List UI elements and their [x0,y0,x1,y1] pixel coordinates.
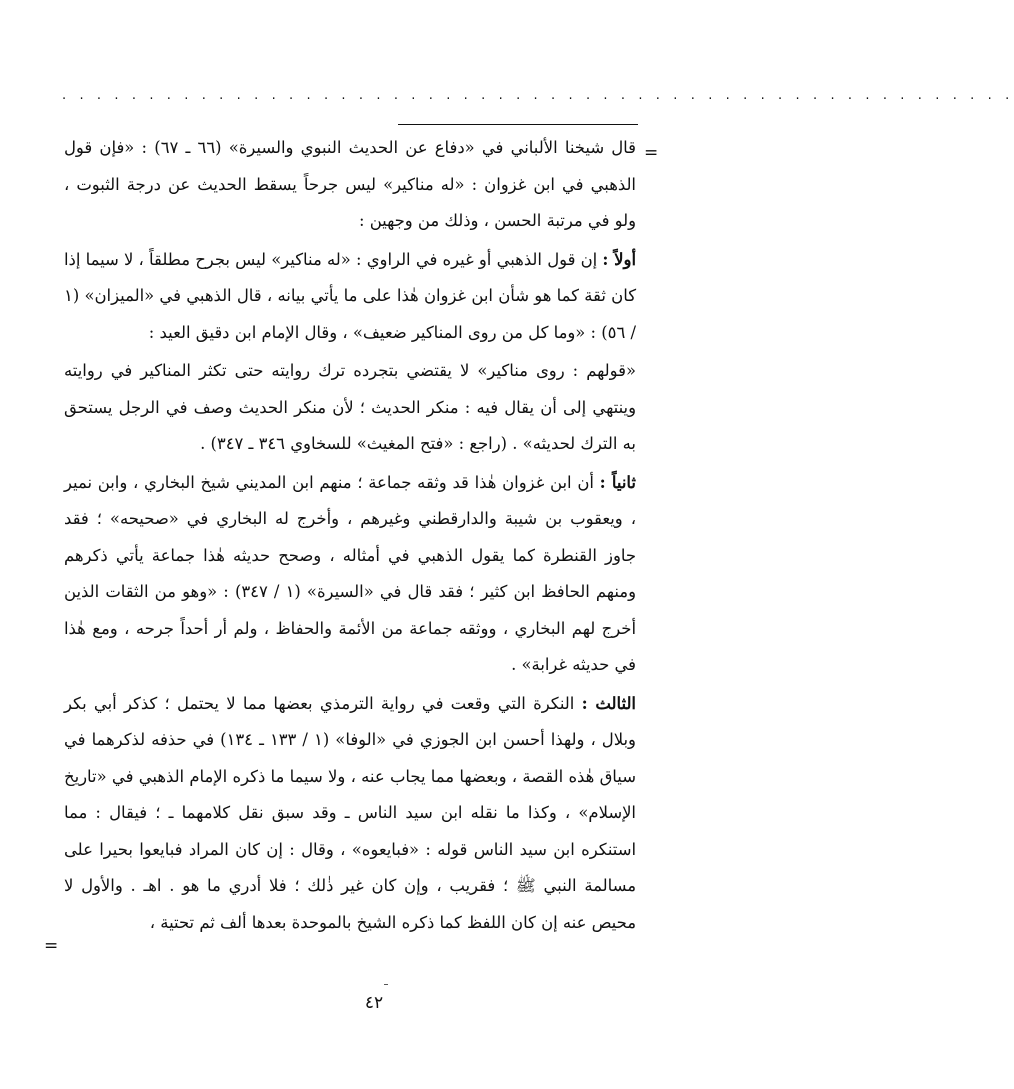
paragraph-intro [64,130,636,240]
paragraph-text: أن ابن غزوان هٰذا قد وثقه جماعة ؛ منهم ابن المديني شيخ البخاري ، وابن نمير ، ويعقوب بن شيبة والدارقطني وغيرهم ، وأخرج له البخاري في «صحيحه» ؛ فقد جاوز القنطرة كما يقول الذهبي في أمثاله ، وصحح حديثه هٰذا جماعة يأتي ذكرهم ومنهم الحافظ ابن كثير ؛ فقد قال في «السيرة» (١ / ٣٤٧) : «وهو من الثقات الذين أخرج لهم البخاري ، ووثقه جماعة من الأئمة والحفاظ ، ولم أر أحداً جرحه ، ومع هٰذا في حديثه غرابة» . [64,472,636,674]
page-number: ٤٢ [364,993,384,1013]
footnote-body [64,130,636,941]
paragraph-text: «قولهم : روى مناكير» لا يقتضي بتجرده ترك روايته حتى تكثر المناكير في روايته وينتهي إلى أن يقال فيه : منكر الحديث ؛ لأن منكر الحديث وصف في الرجل يستحق به الترك لحديثه» . (راجع : «فتح المغيث» للسخاوي ٣٤٦ ـ ٣٤٧) . [64,361,636,453]
continuation-mark-bottom: = [44,936,59,956]
paragraph-quote [64,353,636,463]
paragraph-text: النكرة التي وقعت في رواية الترمذي بعضها مما لا يحتمل ؛ كذكر أبي بكر وبلال ، ولهذا أحسن ابن الجوزي في «الوفا» (١ / ١٣٣ ـ ١٣٤) في حذفه لذكرهما في سياق هٰذه القصة ، وبعضها مما يجاب عنه ، ولا سيما ما ذكره الإمام الذهبي في «تاريخ الإسلام» ، وكذا ما نقله ابن سيد الناس ـ وقد سبق نقل كلامهما ـ ؛ فيقال : مما استنكره ابن سيد الناس قوله : «فبايعوه» ، وقال : إن كان المراد فبايعوا بحيرا على مسالمة النبي ﷺ ؛ فقريب ، وإن كان غير ذٰلك ؛ فلا أدري ما هو . اهـ . والأول لا محيص عنه إن كان اللفظ كما ذكره الشيخ بالموحدة بعدها ألف ثم تحتية ، [64,693,636,932]
paragraph-text: قال شيخنا الألباني في «دفاع عن الحديث النبوي والسيرة» (٦٦ ـ ٦٧) : «فإن قول الذهبي في ابن غزوان : «له مناكير» ليس جرحاً يسقط الحديث عن درجة الثبوت ، ولو في مرتبة الحسن ، وذلك من وجهين : [64,138,637,230]
paragraph-lead: ثانياً : [599,472,636,492]
paragraph-lead: الثالث : [581,693,636,713]
paragraph-first-point [64,242,636,352]
separator-dots: · · · · · · · · · · · · · · · · · · · · · · · · · · · · · · · · · · · · · · · · · · · · · · · · · · · · · · · [62,92,1014,107]
paragraph-third-point [64,686,636,942]
page-number-tick [384,984,388,985]
paragraph-lead: أولاً : [602,249,636,269]
footnote-rule [398,124,638,125]
continuation-mark-top: = [644,143,659,163]
paragraph-text: إن قول الذهبي أو غيره في الراوي : «له مناكير» ليس بجرح مطلقاً ، لا سيما إذا كان ثقة كما هو شأن ابن غزوان هٰذا على ما يأتي بيانه ، قال الذهبي في «الميزان» (١ / ٥٦) : «وما كل من روى المناكير ضعيف» ، وقال الإمام ابن دقيق العيد : [64,249,636,342]
paragraph-second-point [64,465,636,684]
